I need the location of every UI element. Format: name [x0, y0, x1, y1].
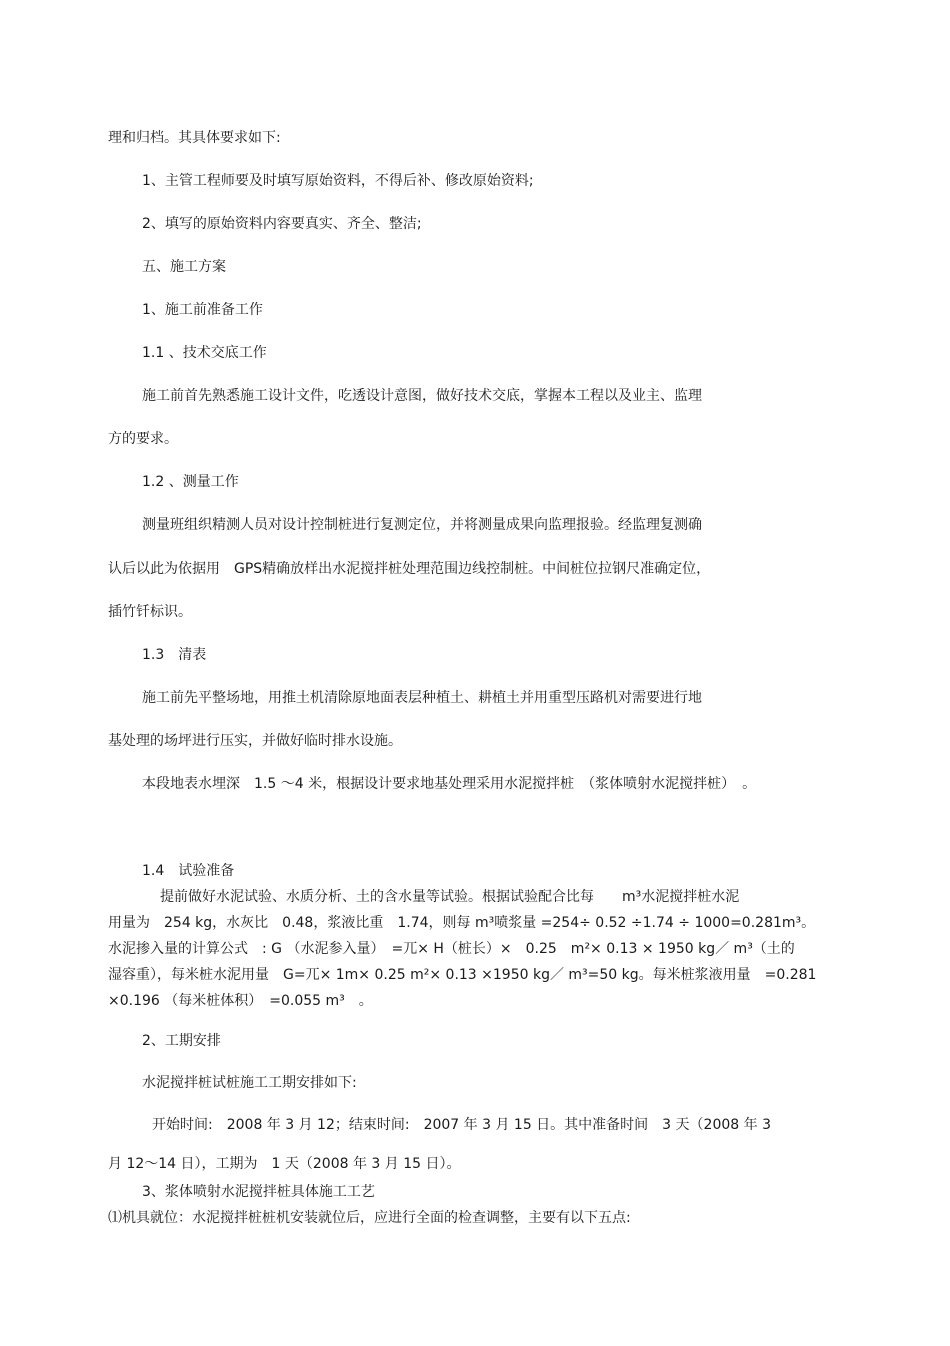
subsection-heading: 1.4 试验准备	[142, 863, 235, 879]
paragraph-line: ×0.196 （每米桩体积） =0.055 m³ 。	[108, 993, 373, 1009]
paragraph-line: 认后以此为依据用 GPS精确放样出水泥搅拌桩处理范围边线控制桩。中间桩位拉钢尺准确定位，	[108, 561, 711, 577]
paragraph-line: 施工前首先熟悉施工设计文件，吃透设计意图，做好技术交底，掌握本工程以及业主、监理	[142, 388, 702, 404]
paragraph-line: 测量班组织精测人员对设计控制桩进行复测定位，并将测量成果向监理报验。经监理复测确	[142, 517, 702, 533]
subsection-heading: 2、工期安排	[142, 1033, 221, 1049]
paragraph-line: 基处理的场坪进行压实，并做好临时排水设施。	[108, 733, 402, 749]
paragraph-line: 湿容重），每米桩水泥用量 G=兀× 1m× 0.25 m²× 0.13 ×1950 kg／ m³=50 kg。每米桩浆液用量 =0.281	[108, 967, 817, 983]
paragraph-line: ⑴机具就位：水泥搅拌桩桩机安装就位后，应进行全面的检查调整，主要有以下五点:	[108, 1210, 631, 1226]
list-item: 2、填写的原始资料内容要真实、齐全、整洁;	[142, 216, 422, 232]
subsection-heading: 1.3 清表	[142, 647, 207, 663]
paragraph-line: 月 12～14 日），工期为 1 天（2008 年 3 月 15 日）。	[108, 1156, 461, 1172]
paragraph-line: 开始时间: 2008 年 3 月 12；结束时间: 2007 年 3 月 15 日。其中准备时间 3 天（2008 年 3	[152, 1117, 771, 1133]
subsection-heading: 3、浆体喷射水泥搅拌桩具体施工工艺	[142, 1184, 375, 1200]
paragraph-line: 本段地表水埋深 1.5 ～4 米，根据设计要求地基处理采用水泥搅拌桩 （浆体喷射水泥搅拌桩） 。	[142, 776, 757, 792]
paragraph-line: 施工前先平整场地，用推土机清除原地面表层种植土、耕植土并用重型压路机对需要进行地	[142, 690, 702, 706]
list-item: 1、主管工程师要及时填写原始资料，不得后补、修改原始资料;	[142, 173, 534, 189]
paragraph-line: 水泥搅拌桩试桩施工工期安排如下:	[142, 1075, 357, 1091]
subsection-heading: 1.1 、技术交底工作	[142, 345, 267, 361]
paragraph-line: 方的要求。	[108, 431, 178, 447]
paragraph-line: 水泥掺入量的计算公式 : G （水泥参入量） =兀× H（桩长）× 0.25 m²× 0.13 × 1950 kg／ m³（土的	[108, 941, 795, 957]
subsection-heading: 1.2 、测量工作	[142, 474, 239, 490]
paragraph-line: 插竹钎标识。	[108, 604, 192, 620]
subsection-heading: 1、施工前准备工作	[142, 302, 263, 318]
paragraph-line: 用量为 254 kg，水灰比 0.48，浆液比重 1.74，则每 m³喷浆量 =254÷ 0.52 ÷1.74 ÷ 1000=0.281m³。	[108, 915, 816, 931]
paragraph-line: 提前做好水泥试验、水质分析、土的含水量等试验。根据试验配合比每 m³水泥搅拌桩水泥	[160, 889, 740, 905]
section-heading: 五、施工方案	[142, 259, 226, 275]
text-line: 理和归档。其具体要求如下:	[108, 130, 281, 146]
